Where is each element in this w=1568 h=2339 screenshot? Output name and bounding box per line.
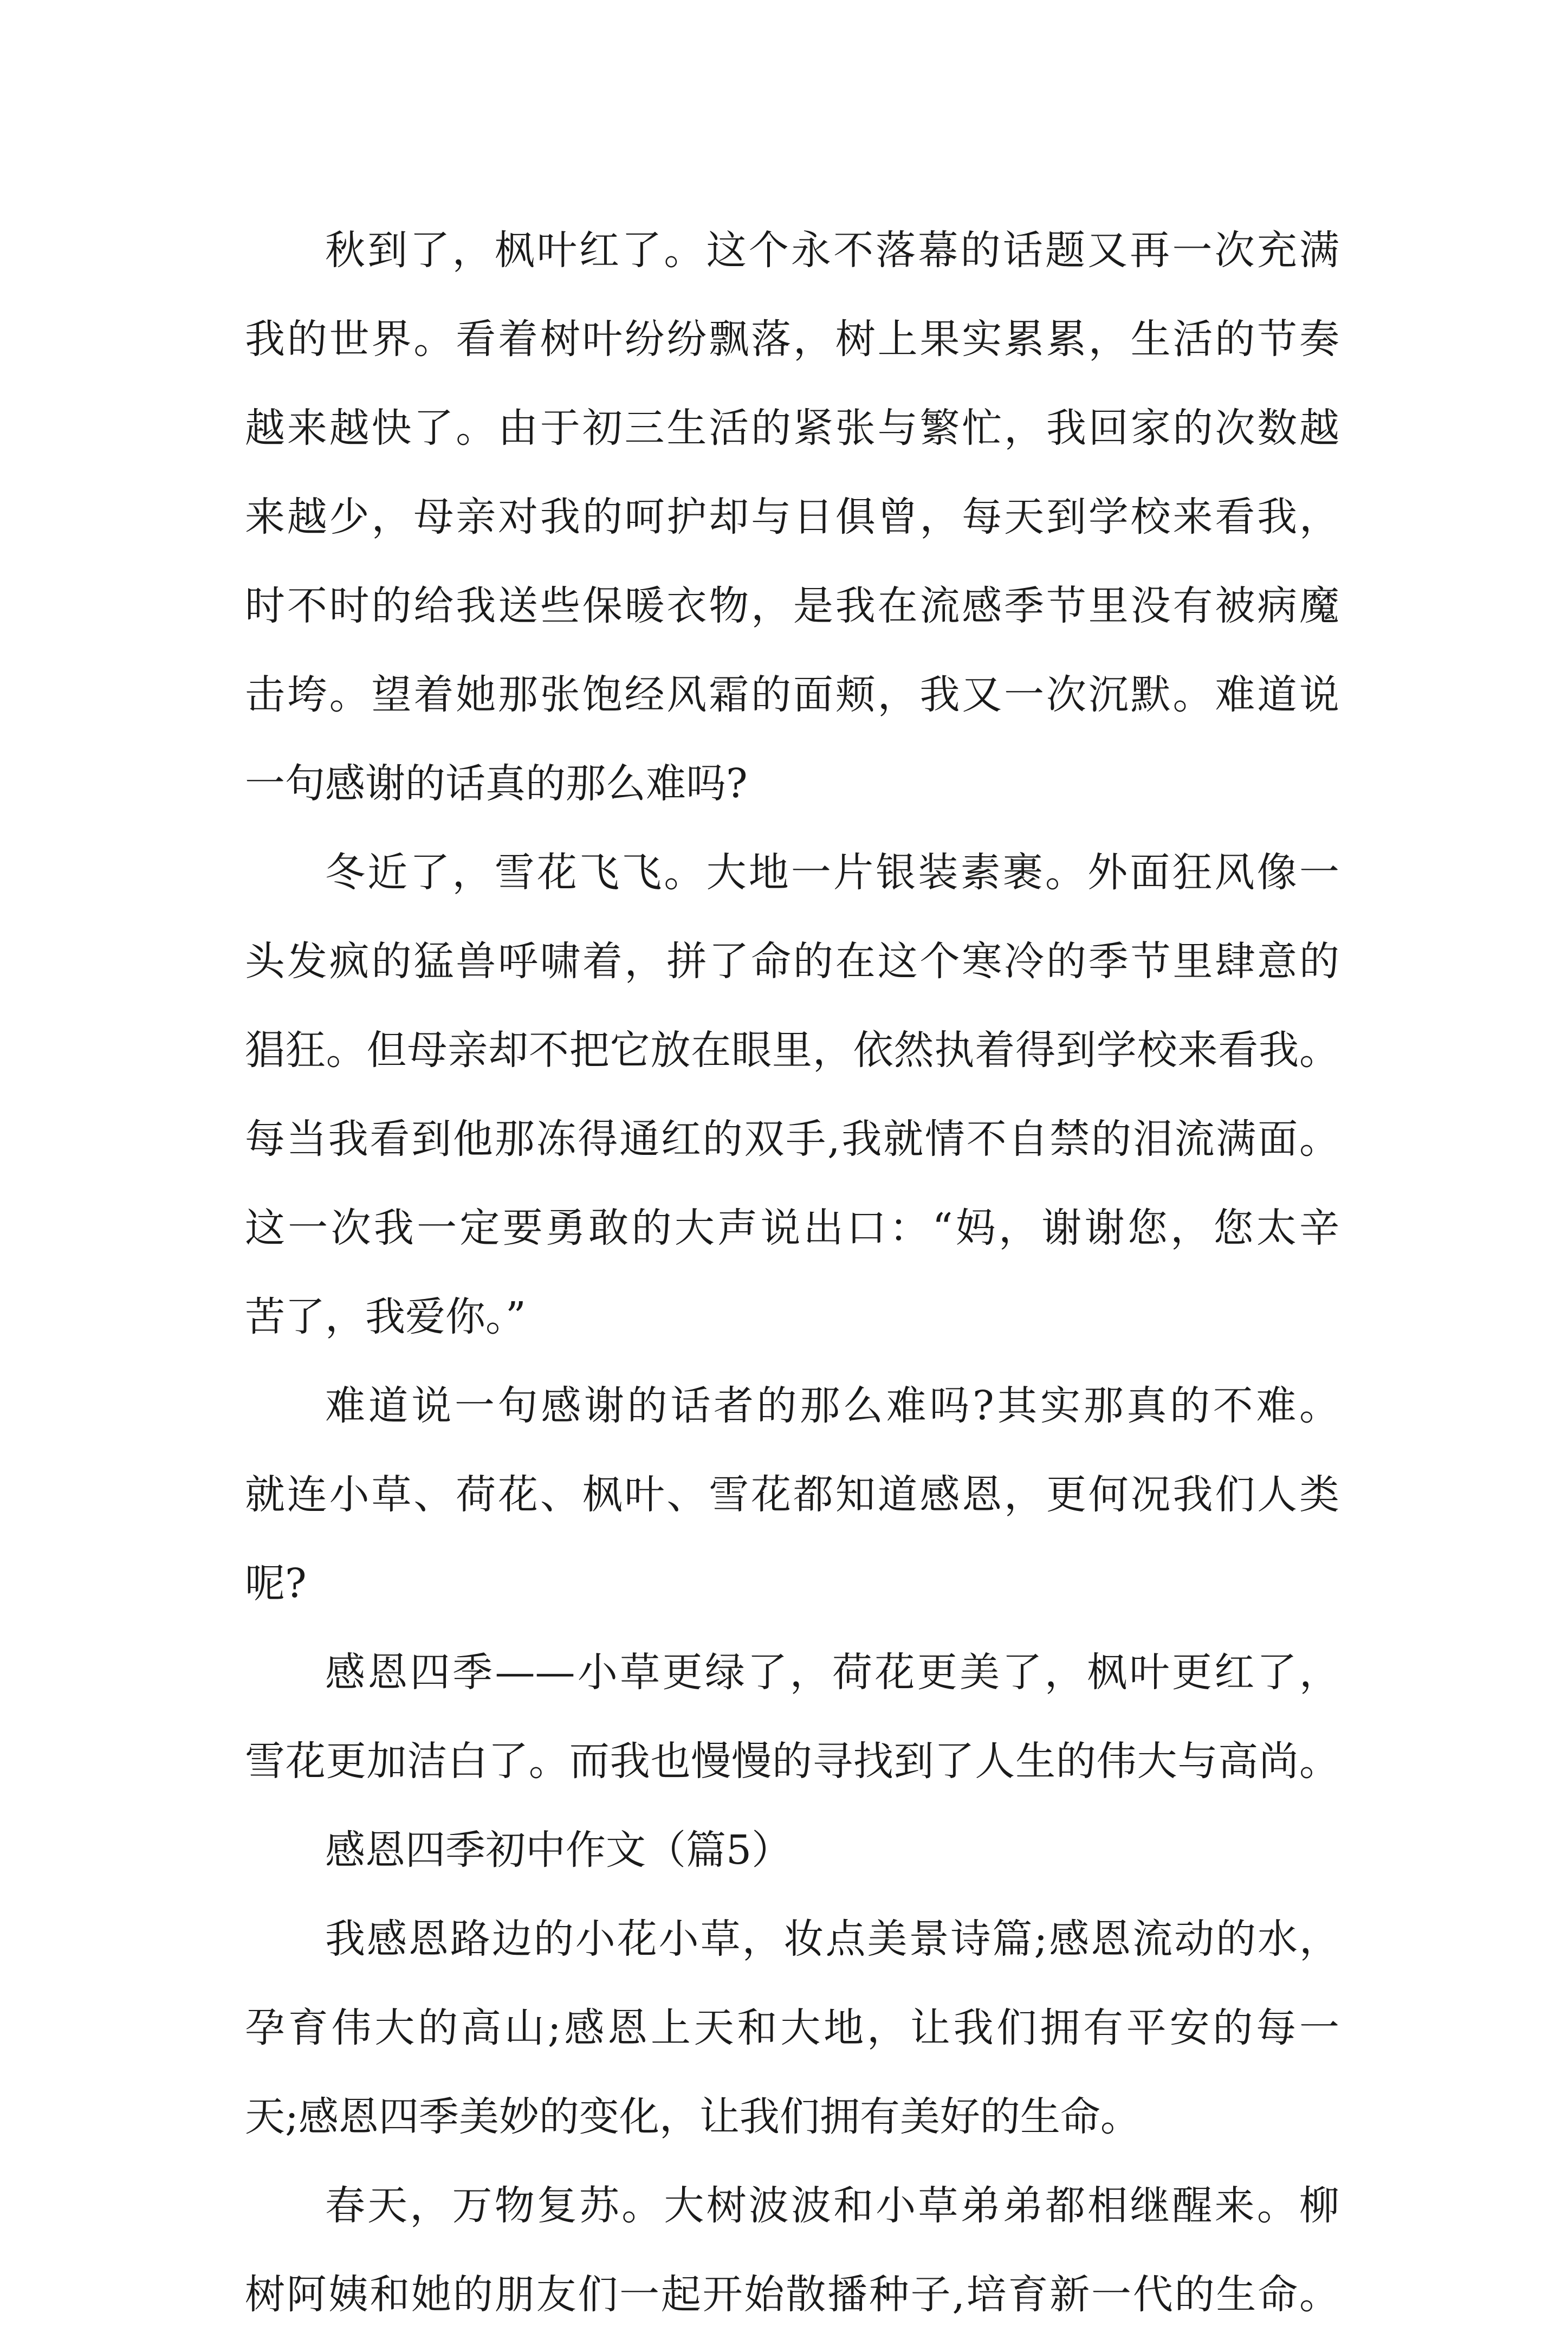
text-line: 时不时的给我送些保暖衣物，是我在流感季节里没有被病魔 bbox=[245, 583, 1339, 629]
text-line: 冬近了，雪花飞飞。大地一片银装素裹。外面狂风像一 bbox=[325, 849, 1339, 896]
essay-body bbox=[245, 206, 1339, 2339]
text-line: 来越少，母亲对我的呵护却与日俱曾，每天到学校来看我， bbox=[245, 494, 1339, 540]
section-heading: 感恩四季初中作文（篇5） bbox=[325, 1827, 792, 1873]
text-line: 雪花更加洁白了。而我也慢慢的寻找到了人生的伟大与高尚。 bbox=[245, 1738, 1339, 1785]
text-line: 呢? bbox=[245, 1560, 307, 1607]
text-line: 树阿姨和她的朋友们一起开始散播种子,培育新一代的生命。 bbox=[245, 2271, 1339, 2318]
text-line: 就连小草、荷花、枫叶、雪花都知道感恩，更何况我们人类 bbox=[245, 1471, 1339, 1518]
text-line: 难道说一句感谢的话者的那么难吗?其实那真的不难。 bbox=[325, 1382, 1339, 1429]
text-line: 春天，万物复苏。大树波波和小草弟弟都相继醒来。柳 bbox=[325, 2182, 1339, 2229]
text-line: 一句感谢的话真的那么难吗? bbox=[245, 760, 748, 807]
text-line: 头发疯的猛兽呼啸着，拼了命的在这个寒冷的季节里肆意的 bbox=[245, 938, 1339, 985]
text-line: 秋到了，枫叶红了。这个永不落幕的话题又再一次充满 bbox=[325, 227, 1339, 274]
text-line: 我的世界。看着树叶纷纷飘落，树上果实累累，生活的节奏 bbox=[245, 316, 1339, 363]
text-line: 击垮。望着她那张饱经风霜的面颊，我又一次沉默。难道说 bbox=[245, 671, 1339, 718]
text-line: 感恩四季——小草更绿了，荷花更美了，枫叶更红了， bbox=[325, 1649, 1339, 1696]
text-line: 苦了，我爱你。” bbox=[245, 1294, 526, 1340]
text-line: 每当我看到他那冻得通红的双手,我就情不自禁的泪流满面。 bbox=[245, 1116, 1339, 1162]
text-line: 这一次我一定要勇敢的大声说出口：“妈，谢谢您，您太辛 bbox=[245, 1205, 1339, 1251]
text-line: 孕育伟大的高山;感恩上天和大地，让我们拥有平安的每一 bbox=[245, 2005, 1339, 2051]
text-line: 我感恩路边的小花小草，妆点美景诗篇;感恩流动的水， bbox=[325, 1916, 1339, 1962]
text-line: 天;感恩四季美妙的变化，让我们拥有美好的生命。 bbox=[245, 2094, 1141, 2140]
text-line: 越来越快了。由于初三生活的紧张与繁忙，我回家的次数越 bbox=[245, 405, 1339, 451]
text-line: 猖狂。但母亲却不把它放在眼里，依然执着得到学校来看我。 bbox=[245, 1027, 1339, 1074]
